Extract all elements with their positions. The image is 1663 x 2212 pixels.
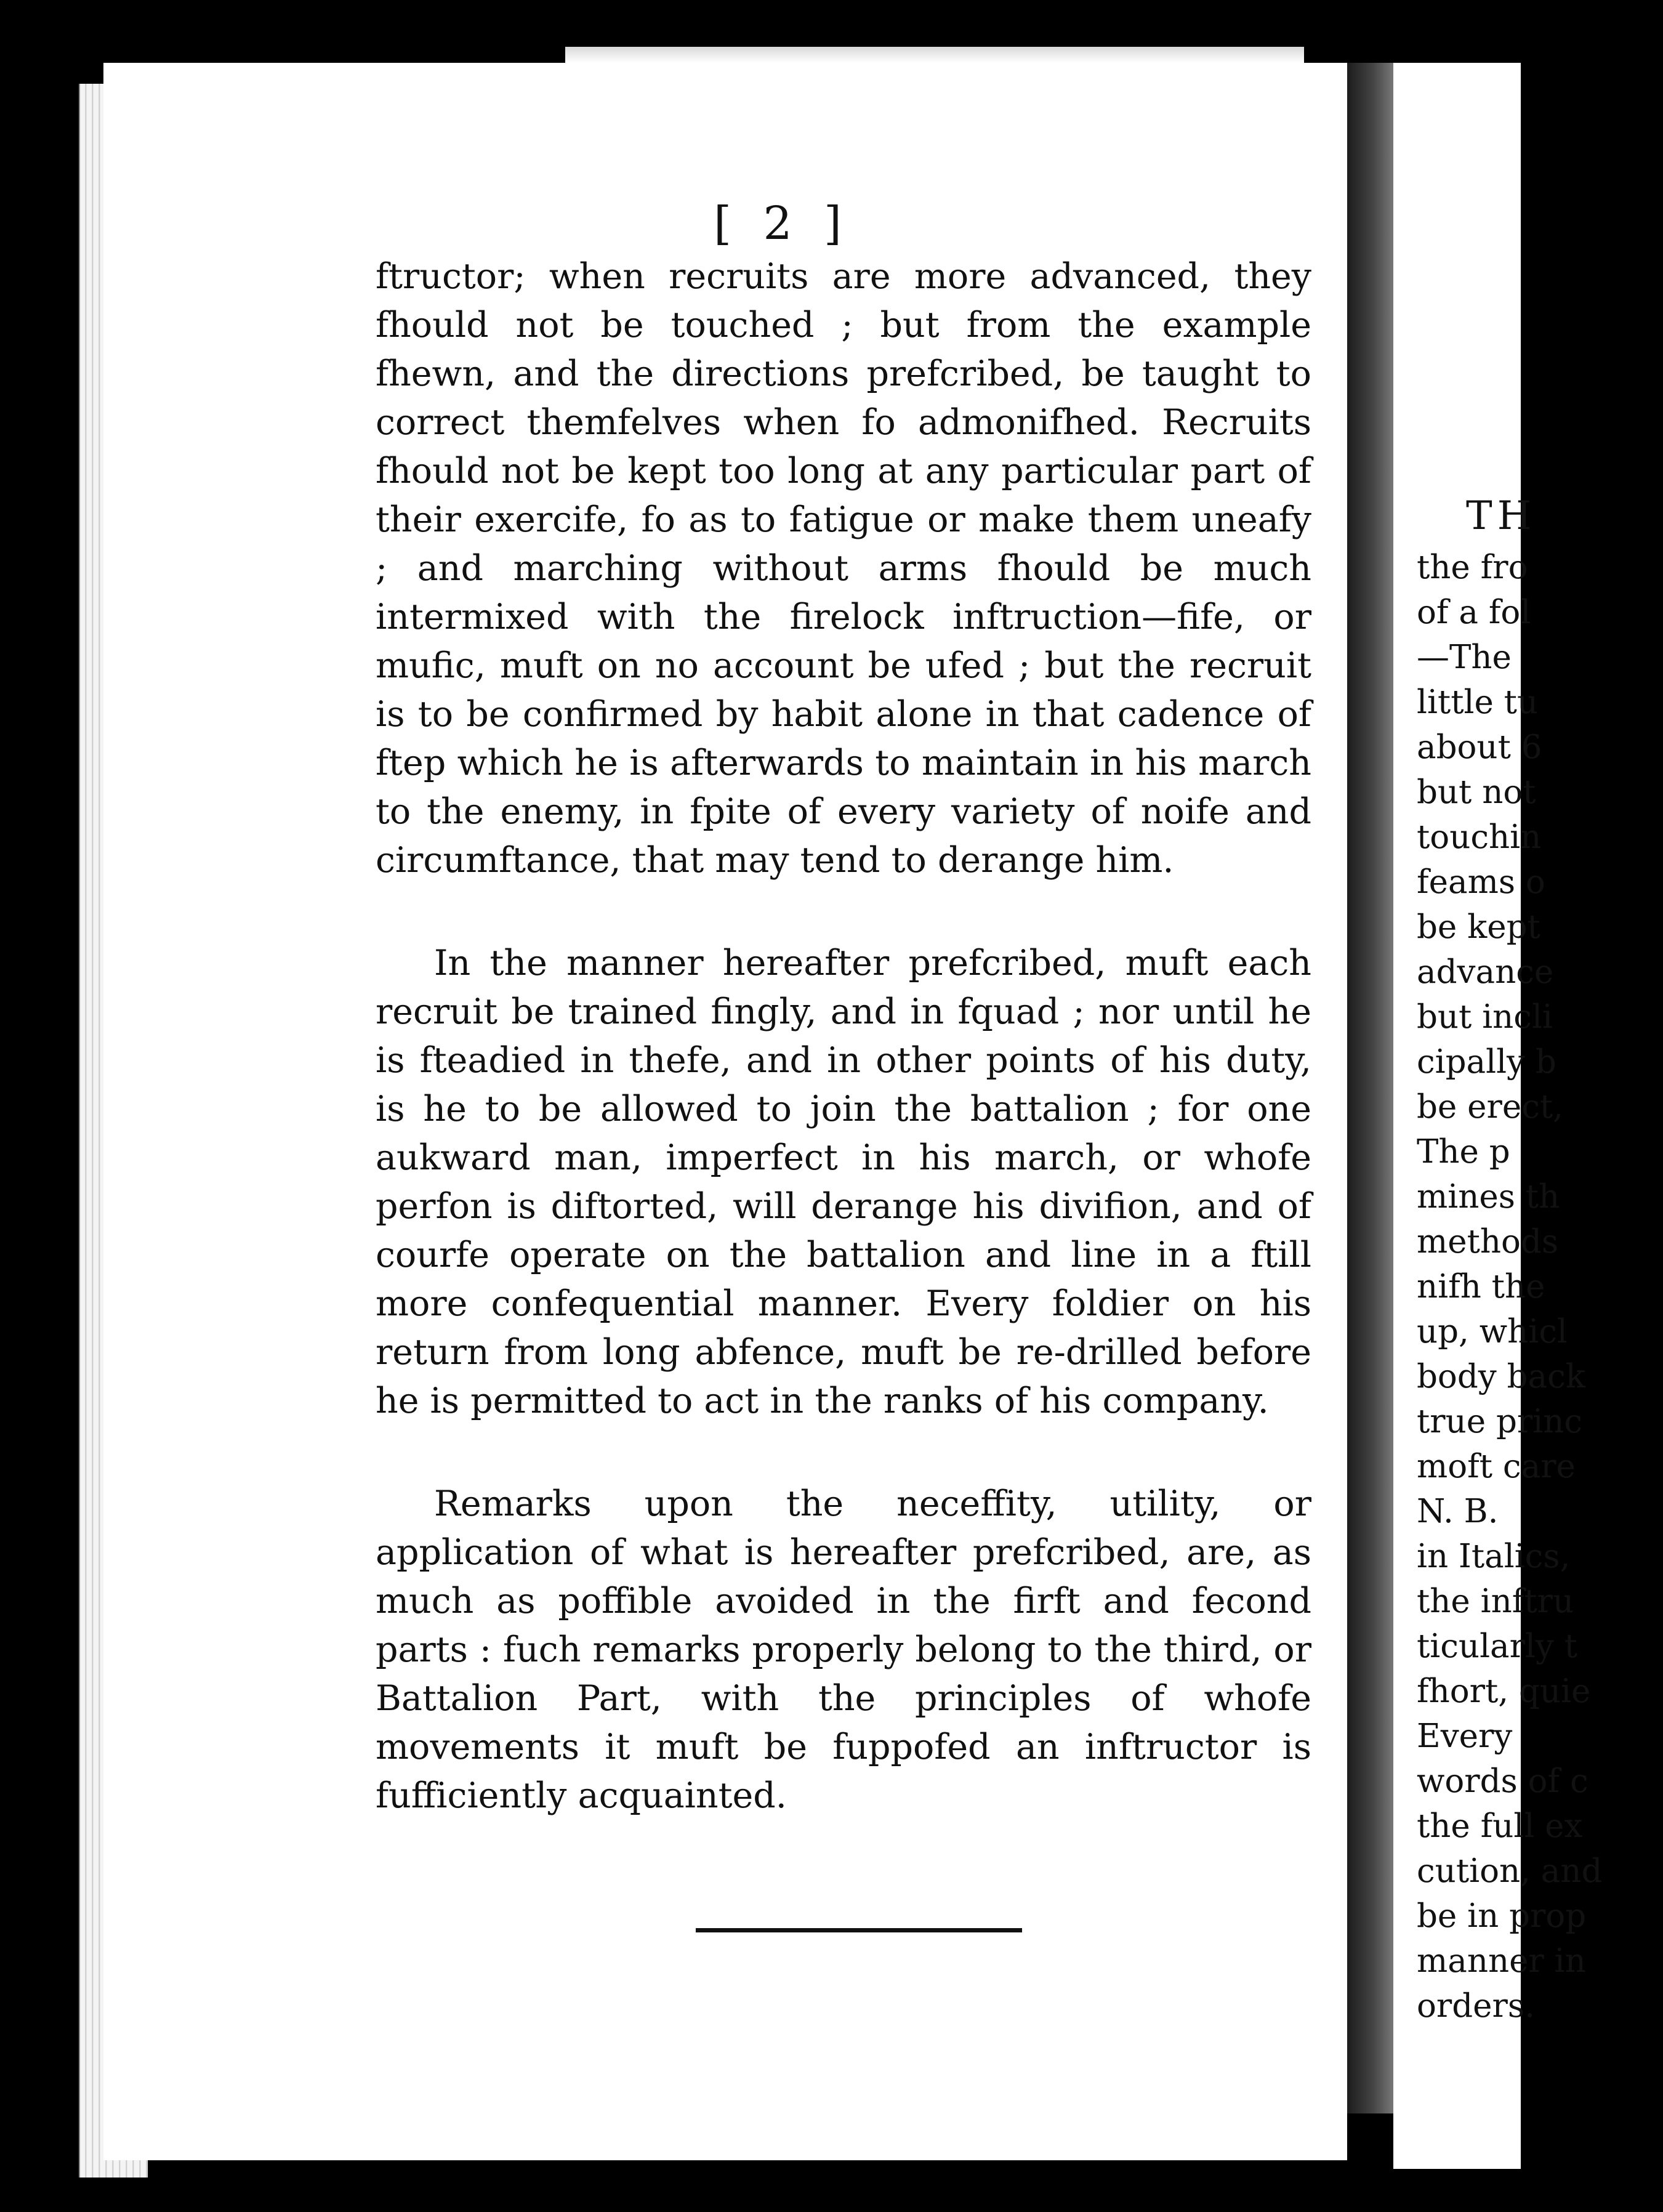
right-page-line: be erect, [1417, 1088, 1564, 1126]
paragraph-1: ftructor; when recruits are more advanced, they fhould not be touched ; but from the example fhewn, and the directions prefcribed, be taught to correct themfelves when fo admonifhed. Recruits fhould not be kept too long at any particular part of their exercife, fo as to fatigue or make them uneafy ; and marching without arms fhould be much intermixed with the firelock inftruction—fife, or mufic, muft on no account be ufed ; but the recruit is to be confirmed by habit alone in that cadence of ftep which he is afterwards to maintain in his march to the enemy, in fpite of every variety of noife and circumftance, that may tend to derange him. [376, 256, 1311, 881]
right-page-heading: TH [1466, 493, 1537, 539]
right-page-line: Every [1417, 1718, 1513, 1755]
right-page-line: orders. [1417, 1987, 1535, 2025]
right-page-line: manner in [1417, 1942, 1586, 1980]
right-page-line: up, whicl [1417, 1313, 1568, 1350]
right-page-line: touchin [1417, 818, 1542, 856]
right-page-lines [1417, 545, 1663, 2028]
right-page-line: cipally b [1417, 1043, 1556, 1081]
right-page-line: —The [1417, 639, 1512, 676]
right-page-line: the fro [1417, 549, 1528, 586]
right-page-line: be in prop [1417, 1897, 1587, 1935]
left-page-text [376, 197, 1311, 1932]
right-page-line: of a fol [1417, 594, 1531, 631]
top-fold [565, 47, 1304, 63]
right-page-line: true princ [1417, 1403, 1583, 1440]
right-page-line: mines th [1417, 1178, 1560, 1216]
section-rule [696, 1928, 1022, 1932]
right-page-line: fhort, quie [1417, 1673, 1591, 1710]
right-page-line: the inftru [1417, 1583, 1574, 1620]
right-page-text [1417, 494, 1663, 2028]
right-page-line: in Italics, [1417, 1538, 1571, 1575]
right-page-line: cution, and [1417, 1852, 1603, 1890]
paragraph-2: In the manner hereafter prefcribed, muft each recruit be trained fingly, and in fquad ; nor until he is fteadied in thefe, and in other points of his duty, is he to be allowed to join the battalion ; for one aukward man, imperfect in his march, or whofe perfon is diftorted, will derange his divifion, and of courfe operate on the battalion and line in a ftill more confequential manner. Every foldier on his return from long abfence, muft be re-drilled before he is permitted to act in the ranks of his company. [376, 943, 1311, 1421]
right-page [1393, 63, 1603, 2169]
right-page-line: advance [1417, 953, 1554, 991]
right-page-line: nifh the [1417, 1268, 1545, 1306]
page-number: [ 2 ] [714, 197, 850, 250]
right-page-line: N. B. [1417, 1493, 1499, 1530]
right-page-line: words of c [1417, 1762, 1589, 1800]
paragraph-3: Remarks upon the neceffity, utility, or application of what is hereafter prefcribed, are, as much as poffible avoided in the firft and fecond parts : fuch remarks properly belong to the third, or Battalion Part, with the principles of whofe movements it muft be fuppofed an inftructor is fufficiently acquainted. [376, 1483, 1311, 1816]
right-page-line: little tu [1417, 684, 1539, 721]
right-page-line: methods [1417, 1223, 1559, 1261]
right-page-line: the full ex [1417, 1807, 1583, 1845]
right-page-line: moft care [1417, 1448, 1576, 1485]
right-page-line: about 6 [1417, 729, 1542, 766]
right-page-line: ticularly t [1417, 1628, 1577, 1665]
right-page-line: body back [1417, 1358, 1585, 1395]
right-page-line: but not [1417, 773, 1536, 811]
right-page-line: feams o [1417, 863, 1545, 901]
right-page-line: be kept [1417, 908, 1540, 946]
right-page-line: but incli [1417, 998, 1553, 1036]
right-page-line: The p [1417, 1133, 1510, 1171]
